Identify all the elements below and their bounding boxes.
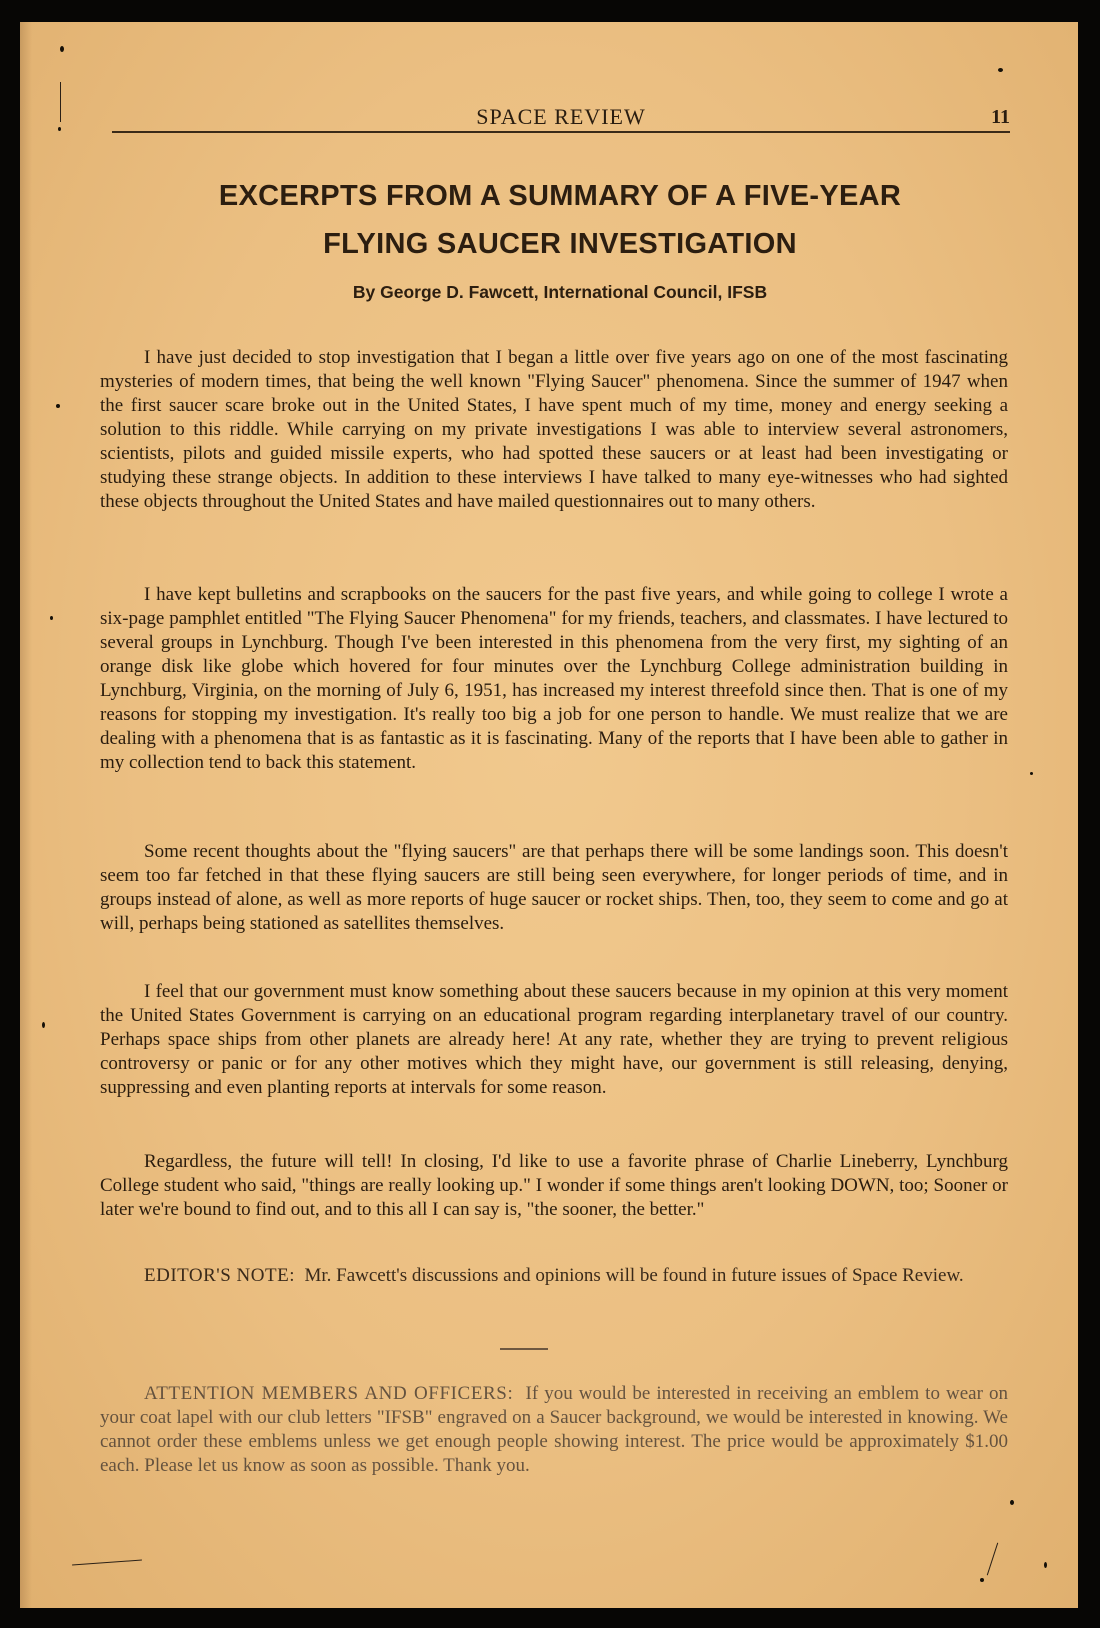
header-rule bbox=[112, 131, 1010, 133]
article-paragraph: I have kept bulletins and scrapbooks on the saucers for the past five years, and while going to college I wrote a six-page pamphlet entitled "The Flying Saucer Phenomena" for my friends, teachers, and classmates. I have lectured to several groups in Lynchburg. Though I've been interested in this phenomena from the very first, my sighting of an orange disk like globe which hovered for four minutes over the Lynchburg College administration building in Lynchburg, Virginia, on the morning of July 6, 1951, has increased my interest threefold since then. That is one of my reasons for stopping my investigation. It's really too big a job for one person to handle. We must realize that we are dealing with a phenomena that is as fantastic as it is fascinating. Many of the reports that I have been able to gather in my collection tend to back this statement. bbox=[100, 584, 1008, 773]
scan-speck bbox=[56, 404, 60, 408]
scan-speck bbox=[1010, 1500, 1014, 1505]
scan-mark bbox=[987, 1543, 998, 1576]
article-byline: By George D. Fawcett, International Council, IFSB bbox=[352, 282, 768, 302]
scan-mark bbox=[60, 82, 61, 122]
scan-speck bbox=[58, 127, 61, 131]
article-paragraph: I have just decided to stop investigation that I began a little over five years ago on one of the most fascinating mysteries of modern times, that being the well known "Flying Saucer" phenomena. Since the summer of 1947 when the first saucer scare broke out in the United States, I have spent much of my time, money and energy seeking a solution to this riddle. While carrying on my private investigations I was able to interview several astronomers, scientists, pilots and guided missile experts, who had spotted these saucers or at least had been investigating or studying these strange objects. In addition to these interviews I have talked to many eye-witnesses who had sighted these objects throughout the United States and have mailed questionnaires out to many others. bbox=[100, 347, 1008, 512]
editors-note-text: Mr. Fawcett's discussions and opinions will be found in future issues of Space Review. bbox=[304, 1265, 964, 1286]
scan-speck bbox=[1044, 1562, 1047, 1568]
attention-notice-text: If you would be interested in receiving an emblem to wear on your coat lapel with our club letters "IFSB" engraved on a Saucer background, we would be interested in knowing. We cannot order these emblems unless we get enough people showing interest. The price would be approximately $1.00 each. Please let us know as soon as possible. Thank you. bbox=[100, 1383, 1008, 1476]
paper-edge-shading bbox=[20, 22, 32, 1608]
article-paragraph: Some recent thoughts about the "flying saucers" are that perhaps there will be some landings soon. This doesn't seem too far fetched in that these flying saucers are still being seen everywhere, for longer periods of time, and in groups instead of alone, as well as more reports of huge saucer or rocket ships. Then, too, they seem to come and go at will, perhaps being stationed as satellites themselves. bbox=[100, 841, 1008, 934]
attention-notice-label: ATTENTION MEMBERS AND OFFICERS: bbox=[144, 1383, 514, 1404]
article-headline-line-2: FLYING SAUCER INVESTIGATION bbox=[323, 228, 797, 260]
scan-speck bbox=[998, 68, 1003, 72]
scan-speck bbox=[42, 1022, 45, 1028]
scan-mark bbox=[72, 1560, 142, 1566]
publication-title: SPACE REVIEW bbox=[476, 104, 646, 129]
document-page bbox=[20, 22, 1078, 1608]
page-number: 11 bbox=[991, 106, 1010, 128]
article-headline-line-1: EXCERPTS FROM A SUMMARY OF A FIVE-YEAR bbox=[218, 180, 902, 212]
article-paragraph: Regardless, the future will tell! In closing, I'd like to use a favorite phrase of Charlie Lineberry, Lynchburg College student who said, "things are really looking up." I wonder if some things aren't looking DOWN, too; Sooner or later we're bound to find out, and to this all I can say is, "the sooner, the better." bbox=[100, 1151, 1008, 1220]
editors-note-label: EDITOR'S NOTE: bbox=[144, 1265, 295, 1286]
scan-speck bbox=[980, 1578, 984, 1582]
article-paragraph: I feel that our government must know something about these saucers because in my opinion at this very moment the United States Government is carrying on an educational program regarding interplanetary travel of our country. Perhaps space ships from other planets are already here! At any rate, whether they are trying to prevent religious controversy or panic or for any other motives which they might have, our government is still releasing, denying, suppressing and even planting reports at intervals for some reason. bbox=[100, 981, 1008, 1098]
section-separator bbox=[500, 1348, 548, 1350]
editors-note bbox=[100, 1264, 1008, 1288]
scan-speck bbox=[60, 46, 64, 52]
attention-notice bbox=[100, 1382, 1008, 1478]
scan-speck bbox=[1030, 772, 1033, 775]
scan-speck bbox=[50, 616, 53, 620]
